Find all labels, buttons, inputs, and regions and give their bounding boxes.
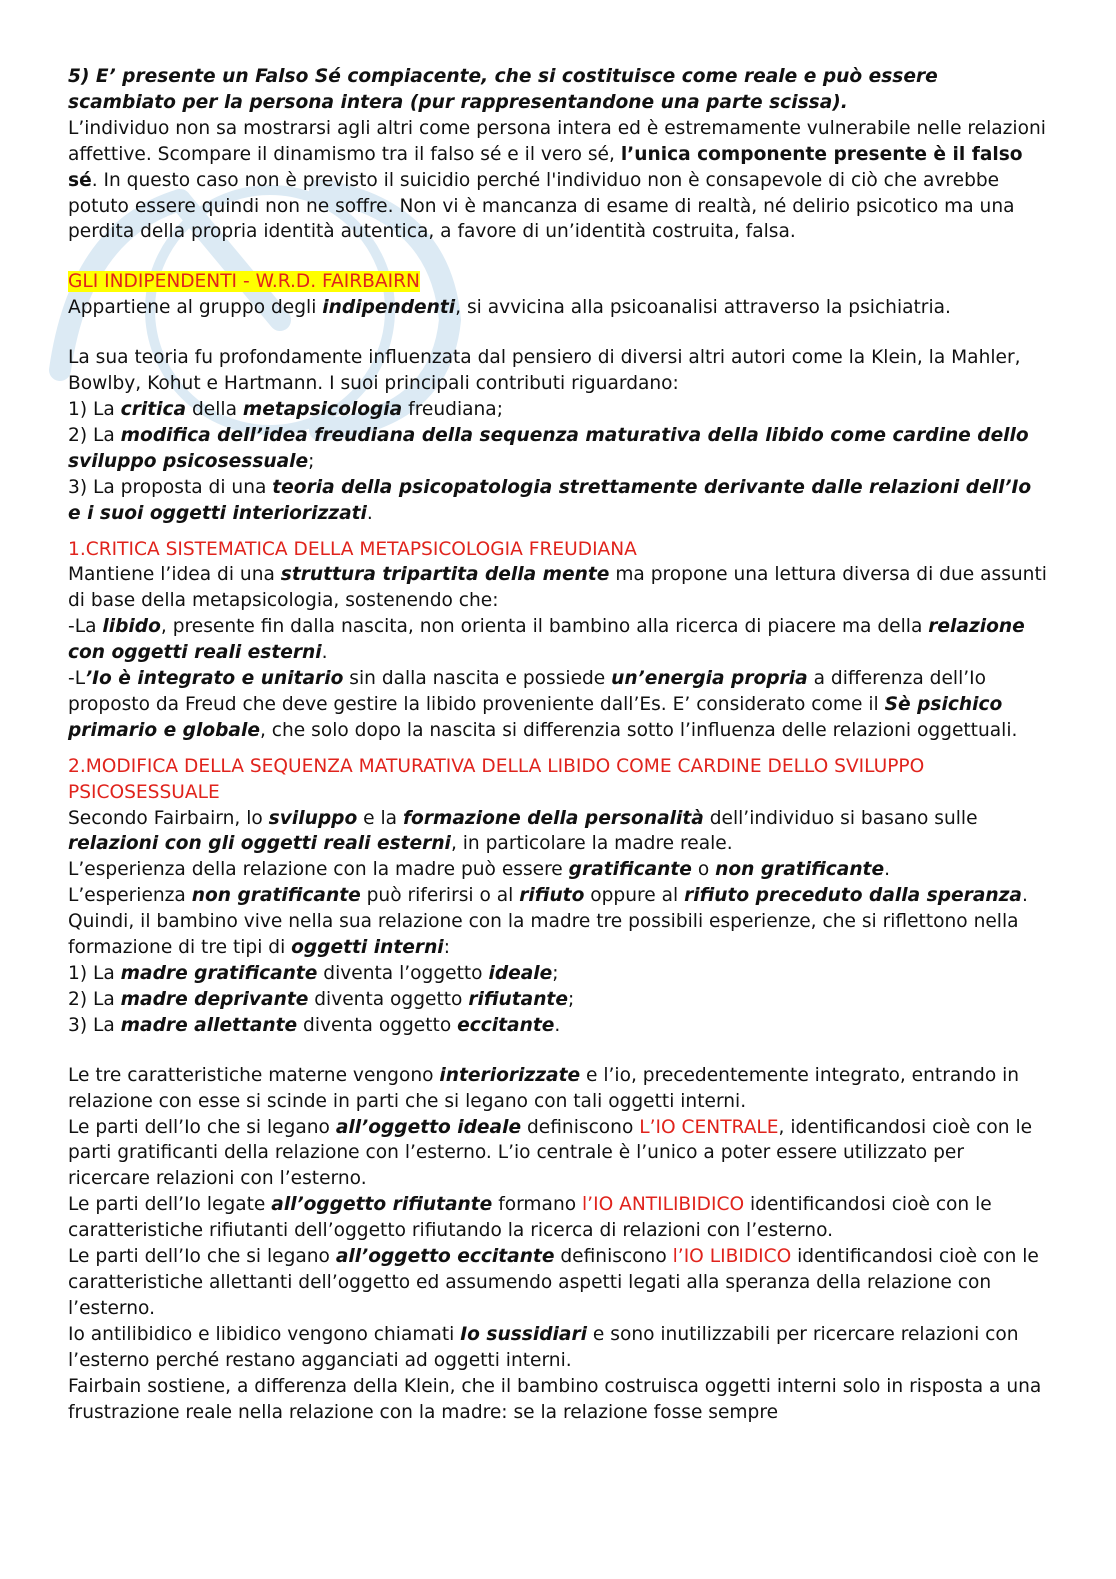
contribution-item-1: 1) La critica della metapsicologia freudiana; bbox=[68, 398, 503, 420]
modifica-title: 2.MODIFICA DELLA SEQUENZA MATURATIVA DELLA LIBIDO COME CARDINE DELLO SVILUPPO PSICOSESSUALE bbox=[68, 755, 925, 803]
critica-point-io: -L’Io è integrato e unitario sin dalla nascita e possiede un’energia propria a differenza dell’Io proposto da Freud che deve gestire la libido proveniente dall’Es. E’ considerato come il Sè psichico primario e globale, che solo dopo la nascita si differenzia sotto l’influenza delle relazioni oggettuali. bbox=[68, 668, 1018, 741]
section-5-heading: 5) E’ presente un Falso Sé compiacente, che si costituisce come reale e può essere scambiato per la persona intera (pur rappresentandone una parte scissa). bbox=[68, 66, 938, 113]
interni-fairbairn-klein: Fairbain sostiene, a differenza della Klein, che il bambino costruisca oggetti interni solo in risposta a una frustrazione reale nella relazione con la madre: se la relazione fosse sempre bbox=[68, 1375, 1042, 1423]
interni-paragraph-1: Le tre caratteristiche materne vengono interiorizzate e l’io, precedentemente integrato, entrando in relazione con esse si scinde in parti che si legano con tali oggetti interni. bbox=[68, 1064, 1020, 1112]
mother-item-1: 1) La madre gratificante diventa l’oggetto ideale; bbox=[68, 963, 559, 984]
modifica-paragraph-3: L’esperienza non gratificante può riferirsi o al rifiuto oppure al rifiuto preceduto dalla speranza. bbox=[68, 885, 1028, 907]
contribution-item-3: 3) La proposta di una teoria della psicopatologia strettamente derivante dalle relazioni dell’Io e i suoi oggetti interiorizzati. bbox=[68, 476, 1032, 524]
document-page bbox=[68, 64, 1048, 1425]
section-5-body: L’individuo non sa mostrarsi agli altri come persona intera ed è estremamente vulnerabile nelle relazioni affettive. Scompare il dinamismo tra il falso sé e il vero sé, l’unica componente presente è il falso sé. In questo caso non è previsto il suicidio perché l'individuo non è consapevole di ciò che avrebbe potuto essere quindi non ne soffre. Non vi è mancanza di esame di realtà, né delirio psicotico ma una perdita della propria identità autentica, a favore di un’identità costruita, falsa. bbox=[68, 117, 1046, 243]
modifica-paragraph-4: Quindi, il bambino vive nella sua relazione con la madre tre possibili esperienze, che si riflettono nella formazione di tre tipi di oggetti interni: bbox=[68, 911, 1019, 959]
critica-title: 1.CRITICA SISTEMATICA DELLA METAPSICOLOGIA FREUDIANA bbox=[68, 538, 637, 560]
interni-io-sussidiari: Io antilibidico e libidico vengono chiamati Io sussidiari e sono inutilizzabili per ricercare relazioni con l’esterno perché restano agganciati ad oggetti interni. bbox=[68, 1323, 1019, 1371]
critica-point-libido: -La libido, presente fin dalla nascita, non orienta il bambino alla ricerca di piacere ma della relazione con oggetti reali esterni. bbox=[68, 616, 1025, 664]
fairbairn-intro: Appartiene al gruppo degli indipendenti, si avvicina alla psicoanalisi attraverso la psichiatria. bbox=[68, 297, 951, 319]
critica-paragraph: Mantiene l’idea di una struttura tripartita della mente ma propone una lettura diversa di due assunti di base della metapsicologia, sostenendo che: bbox=[68, 564, 1047, 612]
contribution-item-2: 2) La modifica dell’idea freudiana della sequenza maturativa della libido come cardine dello sviluppo psicosessuale; bbox=[68, 424, 1029, 472]
modifica-paragraph-2: L’esperienza della relazione con la madre può essere gratificante o non gratificante. bbox=[68, 859, 890, 881]
fairbairn-title: GLI INDIPENDENTI - W.R.D. FAIRBAIRN bbox=[68, 271, 420, 293]
interni-io-antilibidico: Le parti dell’Io legate all’oggetto rifiutante formano l’IO ANTILIBIDICO identificandosi cioè con le caratteristiche rifiutanti dell’oggetto rifiutando la ricerca di relazioni con l’esterno. bbox=[68, 1194, 992, 1242]
mother-item-3: 3) La madre allettante diventa oggetto eccitante. bbox=[68, 1014, 561, 1036]
fairbairn-paragraph: La sua teoria fu profondamente influenzata dal pensiero di diversi altri autori come la Klein, la Mahler, Bowlby, Kohut e Hartmann. I suoi principali contributi riguardano: bbox=[68, 347, 1021, 395]
interni-io-libidico: Le parti dell’Io che si legano all’oggetto eccitante definiscono l’IO LIBIDICO identificandosi cioè con le caratteristiche allettanti dell’oggetto ed assumendo aspetti legati alla speranza della relazione con l’esterno. bbox=[68, 1246, 1039, 1319]
interni-io-centrale: Le parti dell’Io che si legano all’oggetto ideale definiscono L’IO CENTRALE, identificandosi cioè con le parti gratificanti della relazione con l’esterno. L’io centrale è l’unico a poter essere utilizzato per ricercare relazioni con l’esterno. bbox=[68, 1116, 1033, 1190]
modifica-paragraph-1: Secondo Fairbairn, lo sviluppo e la formazione della personalità dell’individuo si basano sulle relazioni con gli oggetti reali esterni, in particolare la madre reale. bbox=[68, 807, 978, 855]
mother-item-2: 2) La madre deprivante diventa oggetto rifiutante; bbox=[68, 988, 575, 1010]
